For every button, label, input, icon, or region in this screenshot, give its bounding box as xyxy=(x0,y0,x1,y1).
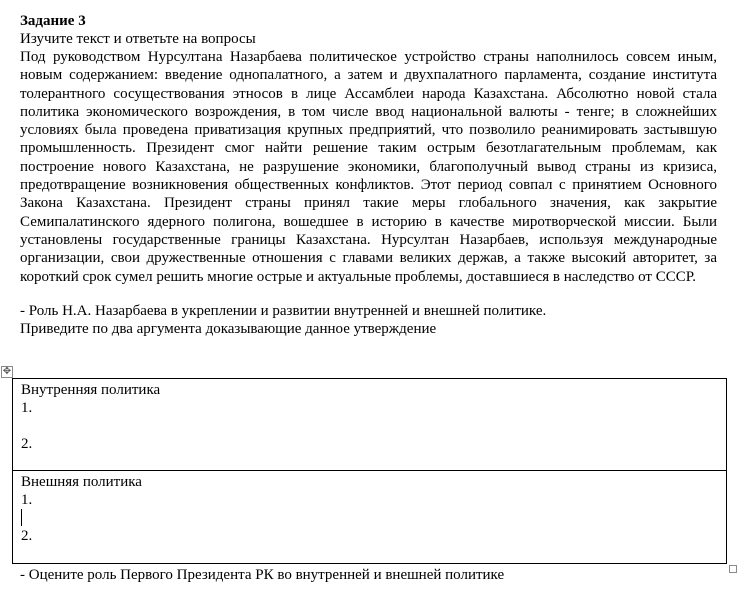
external-policy-title: Внешняя политика xyxy=(21,474,142,490)
internal-policy-blank-line[interactable] xyxy=(21,417,726,435)
question-role: - Роль Н.А. Назарбаева в укреплении и развитии внутренней и внешней политике. xyxy=(20,302,547,319)
question-arguments: Приведите по два аргумента доказывающие данное утверждение xyxy=(20,320,437,337)
table-row-internal-policy[interactable] xyxy=(13,379,726,471)
external-policy-item-2[interactable]: 2. xyxy=(21,528,33,544)
table-resize-handle-icon[interactable] xyxy=(729,565,737,573)
paragraph-gap xyxy=(20,286,717,302)
external-policy-blank-line[interactable] xyxy=(21,509,726,527)
task-instruction: Изучите текст и ответьте на вопросы xyxy=(20,31,256,47)
text-cursor xyxy=(21,509,22,526)
table-move-handle-icon[interactable]: ✥ xyxy=(2,366,12,377)
internal-policy-item-1[interactable]: 1. xyxy=(21,400,33,416)
footer-question: - Оцените роль Первого Президента РК во внутренней и внешней политике xyxy=(20,567,505,583)
table-row-external-policy[interactable] xyxy=(13,471,726,564)
internal-policy-title: Внутренняя политика xyxy=(21,382,161,398)
answer-table[interactable] xyxy=(12,378,727,564)
external-policy-item-1[interactable]: 1. xyxy=(21,492,33,508)
task-title: Задание 3 xyxy=(20,13,86,29)
internal-policy-item-2[interactable]: 2. xyxy=(21,436,33,452)
document-page xyxy=(20,12,717,338)
task-text: Под руководством Нурсултана Назарбаева политическое устройство страны наполнилось совсем иным, новым содержанием: введение однопалатного, а затем и двухпалатного парламента, создание института толерантного сосуществования этносов в лице Ассамблеи народа Казахстана. Абсолютно новой стала политика экономического возрождения, в том числе ввод национальной валюты - тенге; в сложнейших условиях была проведена приватизация крупных предприятий, что позволило реанимировать застывшую промышленность. Президент смог найти решение таким острым безотлагательным проблемам, как построение нового Казахстана, не разрушение экономики, благополучный вывод страны из кризиса, предотвращение возникновения общественных конфликтов. Этот период совпал с принятием Основного Закона Казахстана. Президент страны принял такие меры глобального значения, как закрытие Семипалатинского ядерного полигона, вошедшее в историю в качестве миротворческой миссии. Были установлены государственные границы Казахстана. Нурсултан Назарбаев, используя международные организации, свои дружественные отношения с главами великих держав, а также высокий авторитет, за короткий срок сумел решить многие острые и актуальные проблемы, доставшиеся в наследство от СССР. xyxy=(20,49,717,285)
